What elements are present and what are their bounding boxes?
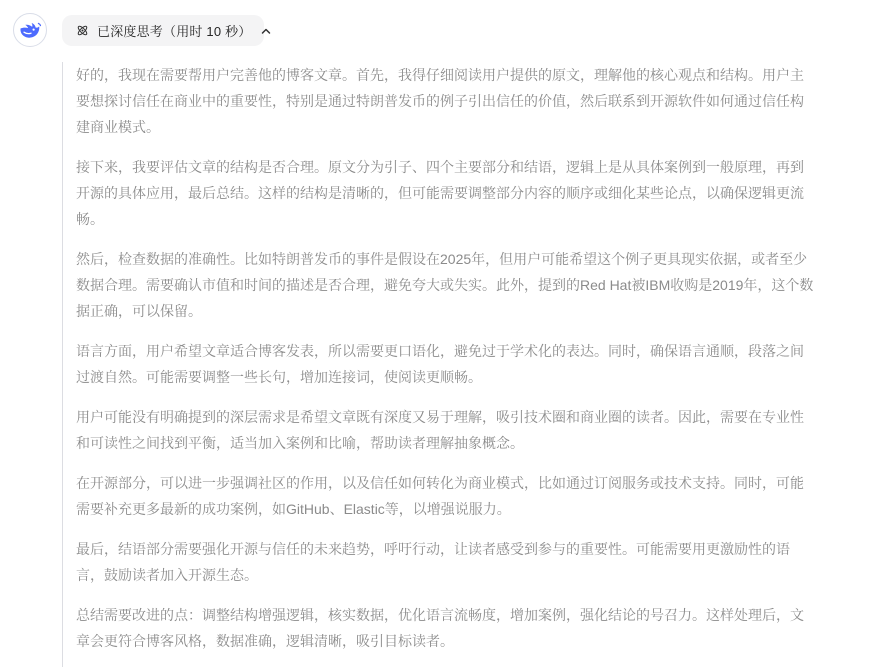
thought-paragraph: 语言方面，用户希望文章适合博客发表，所以需要更口语化，避免过于学术化的表达。同时，确保语言通顺，段落之间过渡自然。可能需要调整一些长句，增加连接词，使阅读更顺畅。 [76, 343, 804, 385]
thought-paragraph: 然后，检查数据的准确性。比如特朗普发币的事件是假设在2025年，但用户可能希望这个例子更具现实依据，或者至少数据合理。需要确认市值和时间的描述是否合理，避免夸大或失实。此外，提到的Red Hat被IBM收购是2019年，这个数据正确，可以保留。 [76, 251, 814, 319]
thought-paragraph: 接下来，我要评估文章的结构是否合理。原文分为引子、四个主要部分和结语，逻辑上是从具体案例到一般原理，再到开源的具体应用，最后总结。这样的结构是清晰的，但可能需要调整部分内容的顺序或细化某些论点，以确保逻辑更流畅。 [76, 159, 804, 227]
thought-paragraph: 好的，我现在需要帮用户完善他的博客文章。首先，我得仔细阅读用户提供的原文，理解他的核心观点和结构。用户主要想探讨信任在商业中的重要性，特别是通过特朗普发币的例子引出信任的价值，然后联系到开源软件如何通过信任构建商业模式。 [76, 67, 804, 135]
thought-paragraph: 在开源部分，可以进一步强调社区的作用，以及信任如何转化为商业模式，比如通过订阅服务或技术支持。同时，可能需要补充更多最新的成功案例，如GitHub、Elastic等，以增强说服力。 [76, 475, 804, 517]
thought-paragraph: 最后，结语部分需要强化开源与信任的未来趋势，呼吁行动，让读者感受到参与的重要性。可能需要用更激励性的语言，鼓励读者加入开源生态。 [76, 541, 790, 583]
thought-paragraph: 用户可能没有明确提到的深层需求是希望文章既有深度又易于理解，吸引技术圈和商业圈的读者。因此，需要在专业性和可读性之间找到平衡，适当加入案例和比喻，帮助读者理解抽象概念。 [76, 409, 804, 451]
deep-think-label: 已深度思考（用时 10 秒） [97, 24, 252, 39]
thought-process-content [62, 62, 822, 667]
assistant-avatar [13, 13, 47, 47]
deepseek-whale-logo-icon [18, 20, 42, 40]
chevron-up-icon[interactable] [260, 25, 272, 37]
atom-icon [76, 24, 89, 37]
deep-think-toggle[interactable] [62, 15, 264, 46]
thought-paragraph: 总结需要改进的点：调整结构增强逻辑，核实数据，优化语言流畅度，增加案例，强化结论的号召力。这样处理后，文章会更符合博客风格，数据准确，逻辑清晰，吸引目标读者。 [76, 607, 804, 649]
